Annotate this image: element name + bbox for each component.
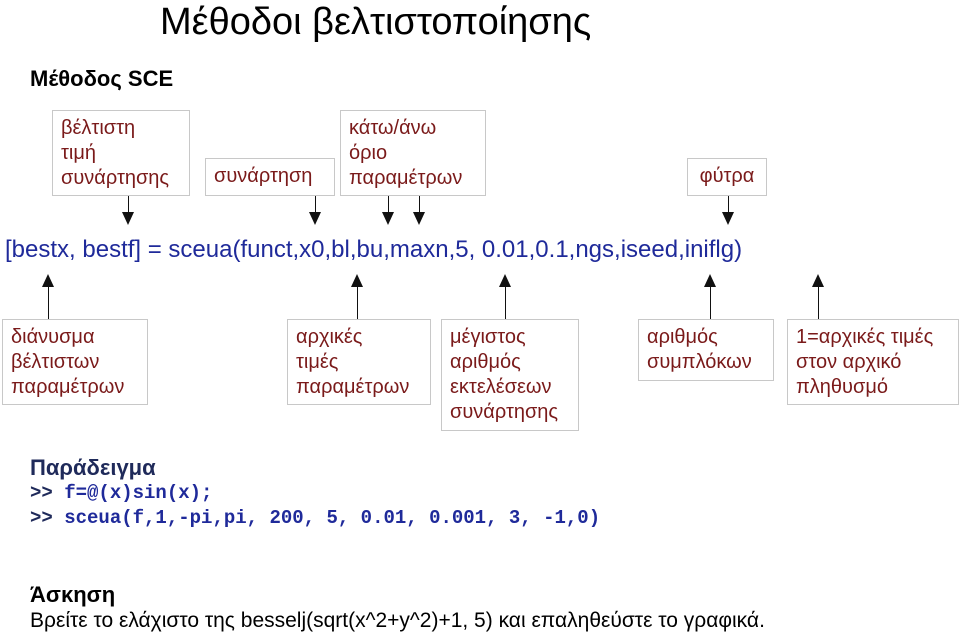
code-text: f=@(x)sin(x); bbox=[64, 482, 213, 504]
connector-line bbox=[315, 196, 316, 212]
label-number-of-complexes: αριθμός συμπλόκων bbox=[638, 319, 774, 381]
code-line bbox=[30, 507, 600, 529]
label-seed: φύτρα bbox=[687, 158, 767, 196]
command-prompt: >> bbox=[30, 507, 53, 529]
code-text: sceua(f,1,-pi,pi, 200, 5, 0.01, 0.001, 3, -1,0) bbox=[64, 507, 601, 529]
connector-line bbox=[818, 287, 819, 319]
connector-line bbox=[505, 287, 506, 319]
arrow-up-icon bbox=[351, 274, 363, 287]
example-heading: Παράδειγμα bbox=[30, 455, 156, 480]
arrow-down-icon bbox=[722, 212, 734, 225]
connector-line bbox=[419, 196, 420, 212]
label-best-function-value: βέλτιστη τιμή συνάρτησης bbox=[52, 110, 190, 196]
connector-line bbox=[388, 196, 389, 212]
arrow-up-icon bbox=[499, 274, 511, 287]
method-subtitle: Μέθοδος SCE bbox=[30, 66, 174, 91]
connector-line bbox=[48, 287, 49, 319]
slide-title: Μέθοδοι βελτιστοποίησης bbox=[160, 1, 592, 43]
arrow-up-icon bbox=[812, 274, 824, 287]
exercise-text: Βρείτε το ελάχιστο της besselj(sqrt(x^2+y^2)+1, 5) και επαληθεύστε το γραφικά. bbox=[30, 609, 765, 632]
label-initial-parameter-values: αρχικές τιμές παραμέτρων bbox=[287, 319, 431, 405]
arrow-down-icon bbox=[309, 212, 321, 225]
arrow-down-icon bbox=[122, 212, 134, 225]
connector-line bbox=[710, 287, 711, 319]
connector-line bbox=[728, 196, 729, 212]
arrow-up-icon bbox=[704, 274, 716, 287]
arrow-down-icon bbox=[382, 212, 394, 225]
connector-line bbox=[357, 287, 358, 319]
exercise-heading: Άσκηση bbox=[30, 582, 116, 607]
label-lower-upper-bound: κάτω/άνω όριο παραμέτρων bbox=[340, 110, 486, 196]
code-line bbox=[30, 482, 212, 504]
connector-line bbox=[128, 196, 129, 212]
command-prompt: >> bbox=[30, 482, 53, 504]
label-max-function-evaluations: μέγιστος αριθμός εκτελέσεων συνάρτησης bbox=[441, 319, 579, 431]
label-optimal-parameter-vector: διάνυσμα βέλτιστων παραμέτρων bbox=[2, 319, 148, 405]
arrow-up-icon bbox=[42, 274, 54, 287]
sceua-call-signature: [bestx, bestf] = sceua(funct,x0,bl,bu,maxn,5, 0.01,0.1,ngs,iseed,iniflg) bbox=[5, 236, 743, 263]
label-function: συνάρτηση bbox=[205, 158, 335, 196]
label-initial-population-flag: 1=αρχικές τιμές στον αρχικό πληθυσμό bbox=[787, 319, 959, 405]
arrow-down-icon bbox=[413, 212, 425, 225]
